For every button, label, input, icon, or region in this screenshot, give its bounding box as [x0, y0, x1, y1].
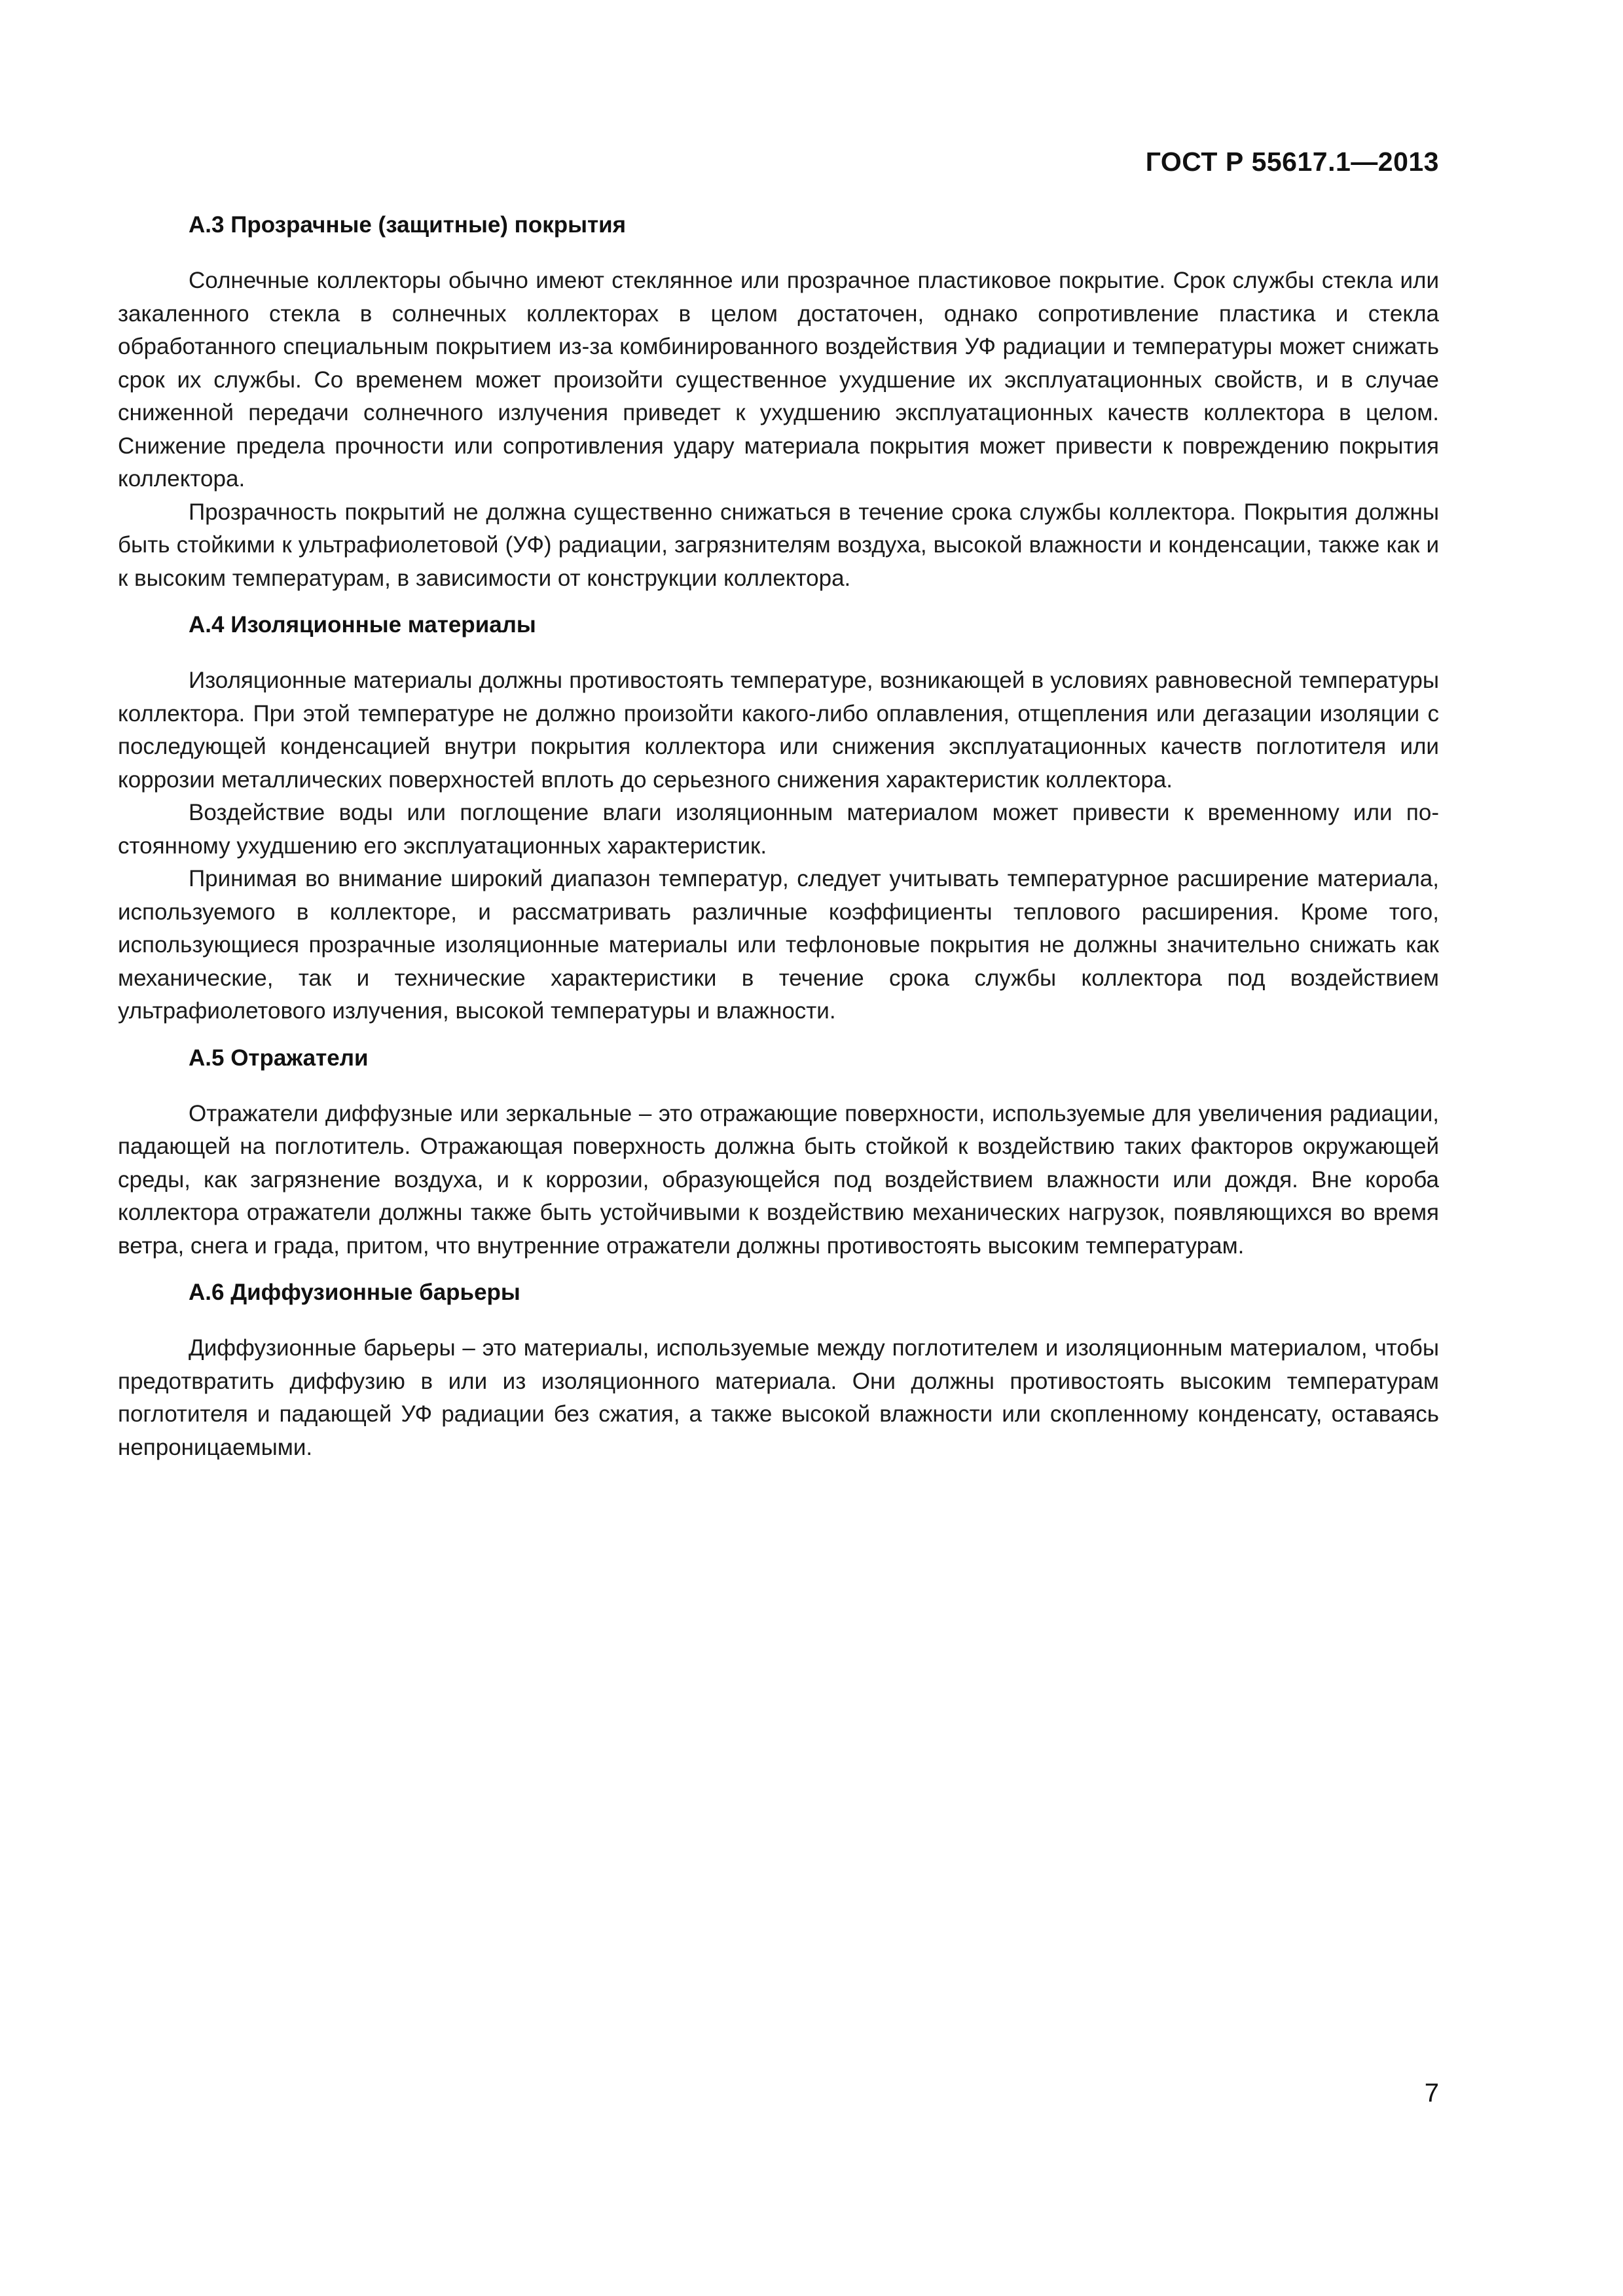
document-body	[118, 208, 1439, 1464]
section-a3	[118, 208, 1439, 595]
paragraph: Принимая во внимание широкий диапазон температур, следует учитывать температурное расширение материала, используемого в коллекторе, и рассматривать различные коэффициенты теплового расширения. Кроме того, использующиеся прозрачные изоляционные материалы или тефлоновые покрытия не должны значительно снижать как механические, так и технические характеристики в течение срока службы коллектора под воздействием ультрафиолетового излучения, высокой температуры и влажности.	[118, 866, 1439, 1024]
paragraph: Изоляционные материалы должны противостоять температуре, возникающей в условиях равновесной температуры коллектора. При этой температуре не должно произойти какого-либо оплавления, отщепления или дегазации изоляции с последующей конденсацией внутри покрытия коллектора или снижения эксплуатационных качеств поглотителя или коррозии металлических поверхностей вплоть до серьезного снижения характеристик коллектора.	[118, 668, 1439, 793]
page-number: 7	[1424, 2079, 1439, 2108]
section-a5	[118, 1041, 1439, 1263]
paragraph: Диффузионные барьеры – это материалы, используемые между поглотителем и изоляционным материалом, чтобы предотвратить диффузию в или из изоляционного материала. Они должны противостоять высоким температурам поглотителя и падающей УФ радиации без сжатия, а также высокой влажности или скопленному конденсату, оставаясь непроницаемыми.	[118, 1335, 1439, 1460]
paragraph: Отражатели диффузные или зеркальные – это отражающие поверхности, используемые для увеличения радиации, падающей на поглотитель. Отражающая поверхность должна быть стойкой к воздействию таких факторов окружающей среды, как загрязнение воздуха, и к коррозии, образующейся под воздействием влажности или дождя. Вне короба коллектора отражатели должны также быть устойчивыми к воздействию механических нагрузок, появляющихся во время ветра, снега и града, притом, что внутренние отражатели должны противостоять высоким температурам.	[118, 1100, 1439, 1259]
paragraph: Солнечные коллекторы обычно имеют стеклянное или прозрачное пластиковое покрытие. Срок службы стекла или закаленного стекла в солнечных коллекторах в целом достаточен, однако сопротивление пластика и стекла обработанного специальным покрытием из-за комбинированного воздействия УФ радиации и температуры может снижать срок их службы. Со временем может произойти существенное ухудшение их эксплуатационных свойств, и в случае сниженной передачи солнечного излучения приведет к ухудшению эксплуатационных качеств коллектора в целом. Снижение предела прочности или сопротивления удару материала покрытия может привести к повреждению покрытия коллектора.	[118, 268, 1439, 492]
paragraph: Воздействие воды или поглощение влаги изоляционным материалом может привести к временному или постоянному ухудшению его эксплуатационных характеристик.	[118, 800, 1439, 859]
section-heading: А.5 Отражатели	[189, 1045, 369, 1071]
section-heading: А.4 Изоляционные материалы	[189, 612, 536, 637]
document-code: ГОСТ Р 55617.1—2013	[1145, 147, 1439, 177]
section-heading: А.3 Прозрачные (защитные) покрытия	[189, 212, 627, 238]
section-a4	[118, 608, 1439, 1028]
paragraph: Прозрачность покрытий не должна существенно снижаться в течение срока службы коллектора. Покрытия должны быть стойкими к ультрафиолетовой (УФ) радиации, загрязнителям воздуха, высокой влажности и конденсации, также как и к высоким температурам, в зависимости от конструкции коллектора.	[118, 499, 1439, 591]
section-a6	[118, 1276, 1439, 1464]
section-heading: А.6 Диффузионные барьеры	[189, 1280, 520, 1305]
